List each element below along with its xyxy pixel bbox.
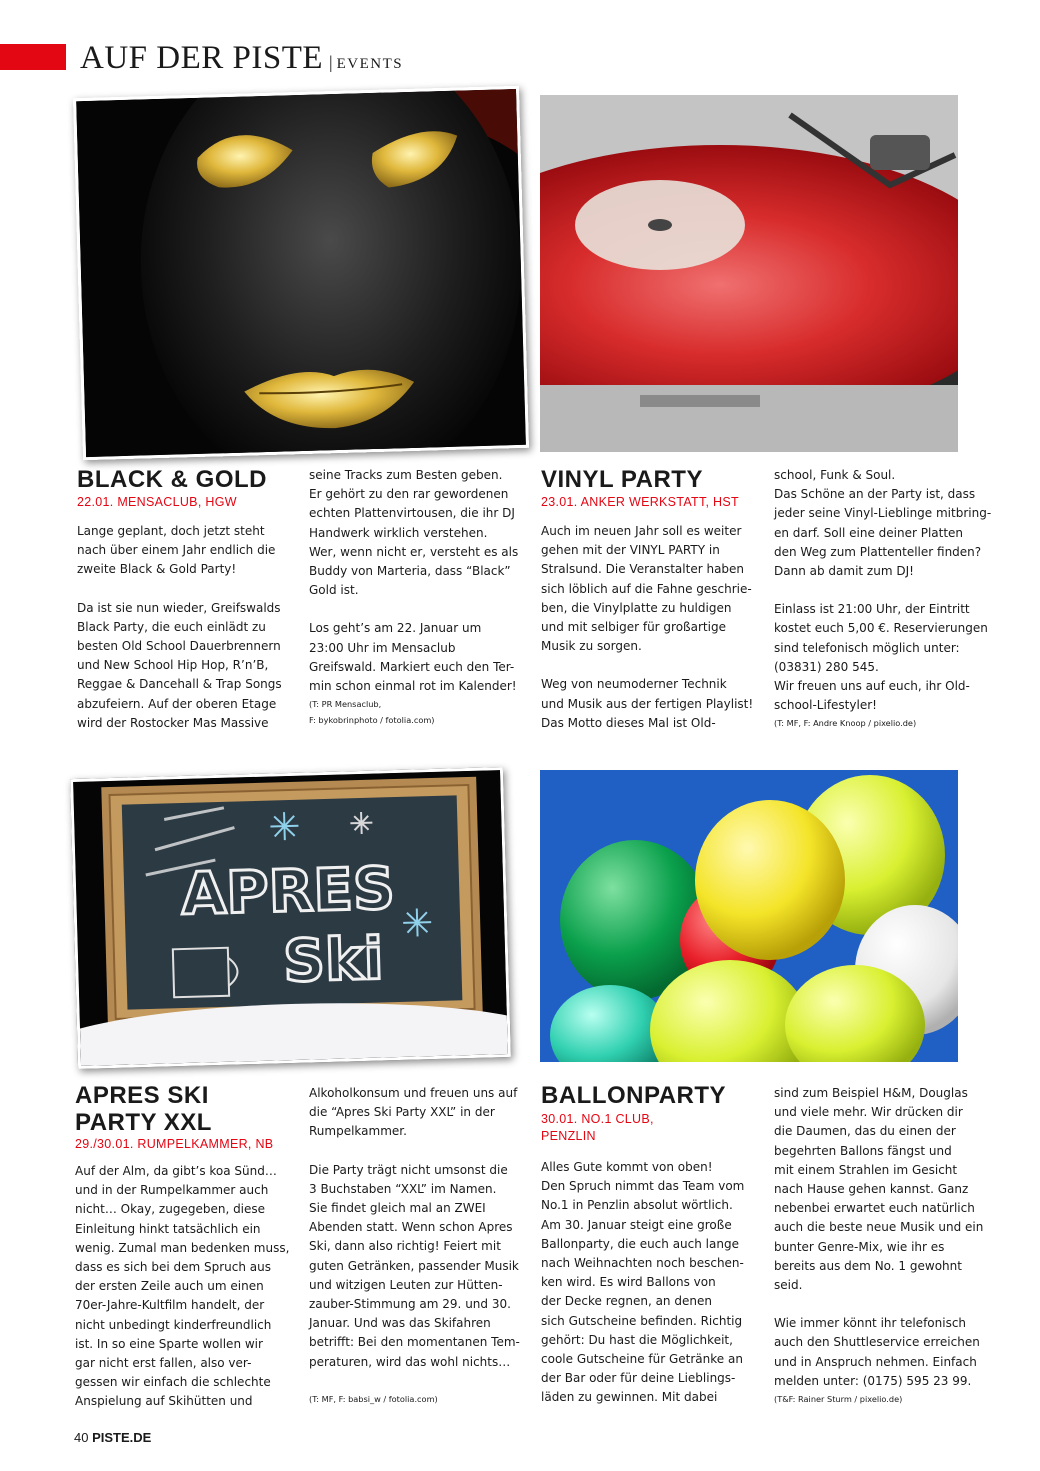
- article-column-apres-ski-2: [309, 1084, 531, 1407]
- chalk-text-apres: APRES: [180, 854, 396, 929]
- text-line: Handwerk wirklich verstehen.: [309, 525, 488, 540]
- article-date-venue-black-gold: 22.01. MENSACLUB, HGW: [77, 495, 237, 509]
- text-line: sich löblich auf die Fahne geschrie-: [541, 581, 752, 596]
- text-line: Rumpelkammer.: [309, 1124, 407, 1139]
- text-line: guten Getränken, passender Musik: [309, 1258, 519, 1273]
- text-line: gehört: Du hast die Möglichkeit,: [541, 1332, 733, 1347]
- text-line: 70er-Jahre-Kultfilm handelt, der: [75, 1298, 265, 1313]
- text-line: Lange geplant, doch jetzt steht: [77, 524, 265, 538]
- photo-credit: (T: PR Mensaclub,: [309, 699, 382, 710]
- text-line: gessen wir einfach die schlechte: [75, 1375, 271, 1390]
- article-date-venue-apres-ski: 29./30.01. RUMPELKAMMER, NB: [75, 1137, 274, 1151]
- text-line: sich Gutscheine befinden. Richtig: [541, 1313, 743, 1328]
- text-line: gehen mit der VINYL PARTY in: [541, 543, 720, 558]
- chalk-text-ski: Ski: [282, 924, 385, 996]
- text-line: zauber-Stimmung am 29. und 30.: [309, 1297, 511, 1312]
- text-line: Januar. Und was das Skifahren: [309, 1316, 491, 1331]
- photo-credit: F: bykobrinphoto / fotolia.com): [309, 715, 435, 726]
- article-title-vinyl-party: VINYL PARTY: [541, 466, 703, 493]
- text-line: ist. In so eine Sparte wollen wir: [75, 1336, 263, 1351]
- text-line: zweite Black & Gold Party!: [77, 562, 237, 577]
- text-line: betrifft: Bei den momentanen Tem-: [309, 1335, 520, 1350]
- text-line: coole Gutscheine für Getränke an: [541, 1352, 743, 1367]
- text-line: besten Old School Dauerbrennern: [77, 639, 281, 654]
- text-line: Dann ab damit zum DJ!: [774, 564, 914, 579]
- title-line: APRES SKI: [75, 1082, 209, 1109]
- text-line: und in Anspruch nehmen. Einfach: [774, 1354, 977, 1369]
- article-date-venue-vinyl-party: 23.01. ANKER WERKSTATT, HST: [541, 495, 739, 509]
- text-line: Er gehört zu den rar gewordenen: [309, 487, 509, 502]
- text-line: wird der Rostocker Mas Massive: [77, 715, 269, 730]
- text-line: bereits aus dem No. 1 gewohnt: [774, 1258, 962, 1273]
- text-line: echten Plattenvirtousen, die ihr DJ: [309, 506, 515, 521]
- article-title-black-gold: BLACK & GOLD: [77, 466, 267, 493]
- title-line: PARTY XXL: [75, 1109, 212, 1136]
- text-line: Black Party, die euch einlädt zu: [77, 619, 266, 634]
- article-column-ballonparty-2: [774, 1084, 996, 1407]
- text-line: mit einem Strahlen im Gesicht: [774, 1162, 958, 1177]
- article-column-black-gold-2: [309, 466, 531, 728]
- text-line: und mit selbiger für großartige: [541, 620, 726, 635]
- turntable-photo: [540, 95, 958, 452]
- text-line: nicht unbedingt kinderfreundlich: [75, 1317, 272, 1332]
- text-line: und viele mehr. Wir drücken dir: [774, 1105, 963, 1120]
- text-line: bunter Genre-Mix, wie ihr es: [774, 1239, 945, 1254]
- header-separator: |: [329, 52, 333, 72]
- text-line: auch die beste neue Musik und ein: [774, 1220, 984, 1235]
- black-gold-face-photo: [73, 86, 529, 460]
- text-line: Stralsund. Die Veranstalter haben: [541, 562, 745, 577]
- text-line: Wir freuen uns auf euch, ihr Old-: [774, 679, 970, 694]
- text-line: sind telefonisch möglich unter:: [774, 640, 960, 655]
- page-footer: [74, 1430, 151, 1445]
- text-line: Einlass ist 21:00 Uhr, der Eintritt: [774, 602, 970, 617]
- article-column-ballonparty-1: [541, 1158, 763, 1408]
- text-line: die Daumen, das du einen der: [774, 1124, 956, 1139]
- text-line: melden unter: (0175) 595 23 99.: [774, 1373, 972, 1388]
- text-line: Greifswald. Markiert euch den Ter-: [309, 659, 515, 674]
- article-column-vinyl-party-2: [774, 466, 996, 731]
- text-line: kostet euch 5,00 €. Reservierungen: [774, 621, 988, 636]
- text-line: und in der Rumpelkammer auch: [75, 1183, 269, 1198]
- chalkboard-photo: [70, 767, 511, 1069]
- text-line: die “Apres Ski Party XXL” in der: [309, 1105, 495, 1120]
- text-line: Anspielung auf Skihütten und: [75, 1394, 253, 1409]
- footer-brand: PISTE.DE: [92, 1430, 152, 1445]
- section-accent-bar: [0, 44, 66, 70]
- text-line: (03831) 280 545.: [774, 659, 879, 674]
- text-line: Den Spruch nimmt das Team vom: [541, 1179, 745, 1194]
- text-line: Gold ist.: [309, 583, 359, 598]
- article-title-ballonparty: BALLONPARTY: [541, 1082, 727, 1109]
- text-line: seine Tracks zum Besten geben.: [309, 468, 503, 482]
- article-date-venue-ballonparty: [541, 1111, 654, 1145]
- subtitle-line: 30.01. NO.1 CLUB,: [541, 1112, 654, 1126]
- photo-credit: (T&F: Rainer Sturm / pixelio.de): [774, 1394, 903, 1405]
- article-column-black-gold-1: [77, 522, 299, 733]
- photo-credit: (T: MF, F: babsi_w / fotolia.com): [309, 1393, 438, 1404]
- text-line: begehrten Ballons fängst und: [774, 1143, 952, 1158]
- text-line: 3 Buchstaben “XXL” im Namen.: [309, 1181, 497, 1196]
- text-line: dass es sich bei dem Spruch aus: [75, 1260, 271, 1275]
- text-line: Buddy von Marteria, dass “Black”: [309, 564, 511, 579]
- text-line: Weg von neumoderner Technik: [541, 677, 727, 692]
- text-line: und Musik aus der fertigen Playlist!: [541, 696, 754, 711]
- text-line: Ski, dann also richtig! Feiert mit: [309, 1239, 501, 1254]
- text-line: jeder seine Vinyl-Lieblinge mitbring-: [774, 506, 992, 521]
- text-line: den Weg zum Plattenteller finden?: [774, 544, 982, 559]
- text-line: Alkoholkonsum und freuen uns auf: [309, 1086, 518, 1100]
- text-line: school, Funk & Soul.: [774, 468, 896, 482]
- text-line: Auf der Alm, da gibt’s koa Sünd…: [75, 1164, 277, 1178]
- balloons-photo: [540, 770, 958, 1062]
- text-line: Alles Gute kommt von oben!: [541, 1160, 713, 1174]
- text-line: No.1 in Penzlin absolut wörtlich.: [541, 1198, 733, 1213]
- section-subtitle: EVENTS: [336, 56, 404, 72]
- text-line: nach Weihnachten noch beschen-: [541, 1256, 744, 1271]
- text-line: Auch im neuen Jahr soll es weiter: [541, 524, 742, 538]
- subtitle-line: PENZLIN: [541, 1129, 596, 1143]
- text-line: Am 30. Januar steigt eine große: [541, 1217, 732, 1232]
- text-line: Das Schöne an der Party ist, dass: [774, 487, 976, 502]
- text-line: der ersten Zeile auch um einen: [75, 1279, 264, 1294]
- text-line: en darf. Soll eine deiner Platten: [774, 525, 964, 540]
- text-line: Ballonparty, die euch auch lange: [541, 1236, 739, 1251]
- text-line: Einleitung hinkt tatsächlich ein: [75, 1221, 261, 1236]
- text-line: gar nicht erst fallen, also ver-: [75, 1356, 252, 1371]
- photo-credit: (T: MF, F: Andre Knoop / pixelio.de): [774, 718, 917, 729]
- text-line: und New School Hip Hop, R’n’B,: [77, 658, 269, 673]
- text-line: nach über einem Jahr endlich die: [77, 543, 276, 558]
- article-column-apres-ski-1: [75, 1162, 297, 1412]
- text-line: min schon einmal rot im Kalender!: [309, 679, 517, 694]
- section-header: [80, 40, 403, 77]
- text-line: der Decke regnen, an denen: [541, 1294, 712, 1309]
- text-line: 23:00 Uhr im Mensaclub: [309, 640, 456, 655]
- text-line: Sie findet gleich mal an ZWEI: [309, 1201, 486, 1216]
- page-number: 40: [74, 1430, 89, 1445]
- text-line: peraturen, wird das wohl nichts…: [309, 1354, 511, 1369]
- text-line: school-Lifestyler!: [774, 698, 877, 713]
- text-line: nebenbei erwartet euch natürlich: [774, 1201, 975, 1216]
- article-title-apres-ski: [75, 1082, 212, 1136]
- text-line: Musik zu sorgen.: [541, 639, 642, 654]
- text-line: Das Motto dieses Mal ist Old-: [541, 715, 716, 730]
- text-line: Los geht’s am 22. Januar um: [309, 621, 482, 636]
- text-line: läden zu gewinnen. Mit dabei: [541, 1390, 718, 1405]
- text-line: Reggae & Dancehall & Trap Songs: [77, 677, 282, 692]
- text-line: ken wird. Es wird Ballons von: [541, 1275, 716, 1290]
- text-line: sind zum Beispiel H&M, Douglas: [774, 1086, 968, 1100]
- text-line: Wie immer könnt ihr telefonisch: [774, 1316, 967, 1331]
- text-line: ben, die Vinylplatte zu huldigen: [541, 600, 732, 615]
- text-line: und witzigen Leuten zur Hütten-: [309, 1277, 503, 1292]
- text-line: Abenden statt. Wenn schon Apres: [309, 1220, 513, 1235]
- text-line: nach Hause gehen kannst. Ganz: [774, 1182, 969, 1197]
- text-line: wenig. Zumal man bedenken muss,: [75, 1240, 290, 1255]
- text-line: seid.: [774, 1278, 803, 1293]
- text-line: Die Party trägt nicht umsonst die: [309, 1162, 508, 1177]
- article-column-vinyl-party-1: [541, 522, 763, 733]
- section-title: AUF DER PISTE: [80, 40, 324, 76]
- text-line: nicht… Okay, zugegeben, diese: [75, 1202, 266, 1217]
- text-line: der Bar oder für deine Lieblings-: [541, 1371, 736, 1386]
- text-line: Da ist sie nun wieder, Greifswalds: [77, 600, 281, 615]
- text-line: Wer, wenn nicht er, versteht es als: [309, 544, 519, 559]
- text-line: auch den Shuttleservice erreichen: [774, 1335, 980, 1350]
- text-line: abzufeiern. Auf der oberen Etage: [77, 696, 277, 711]
